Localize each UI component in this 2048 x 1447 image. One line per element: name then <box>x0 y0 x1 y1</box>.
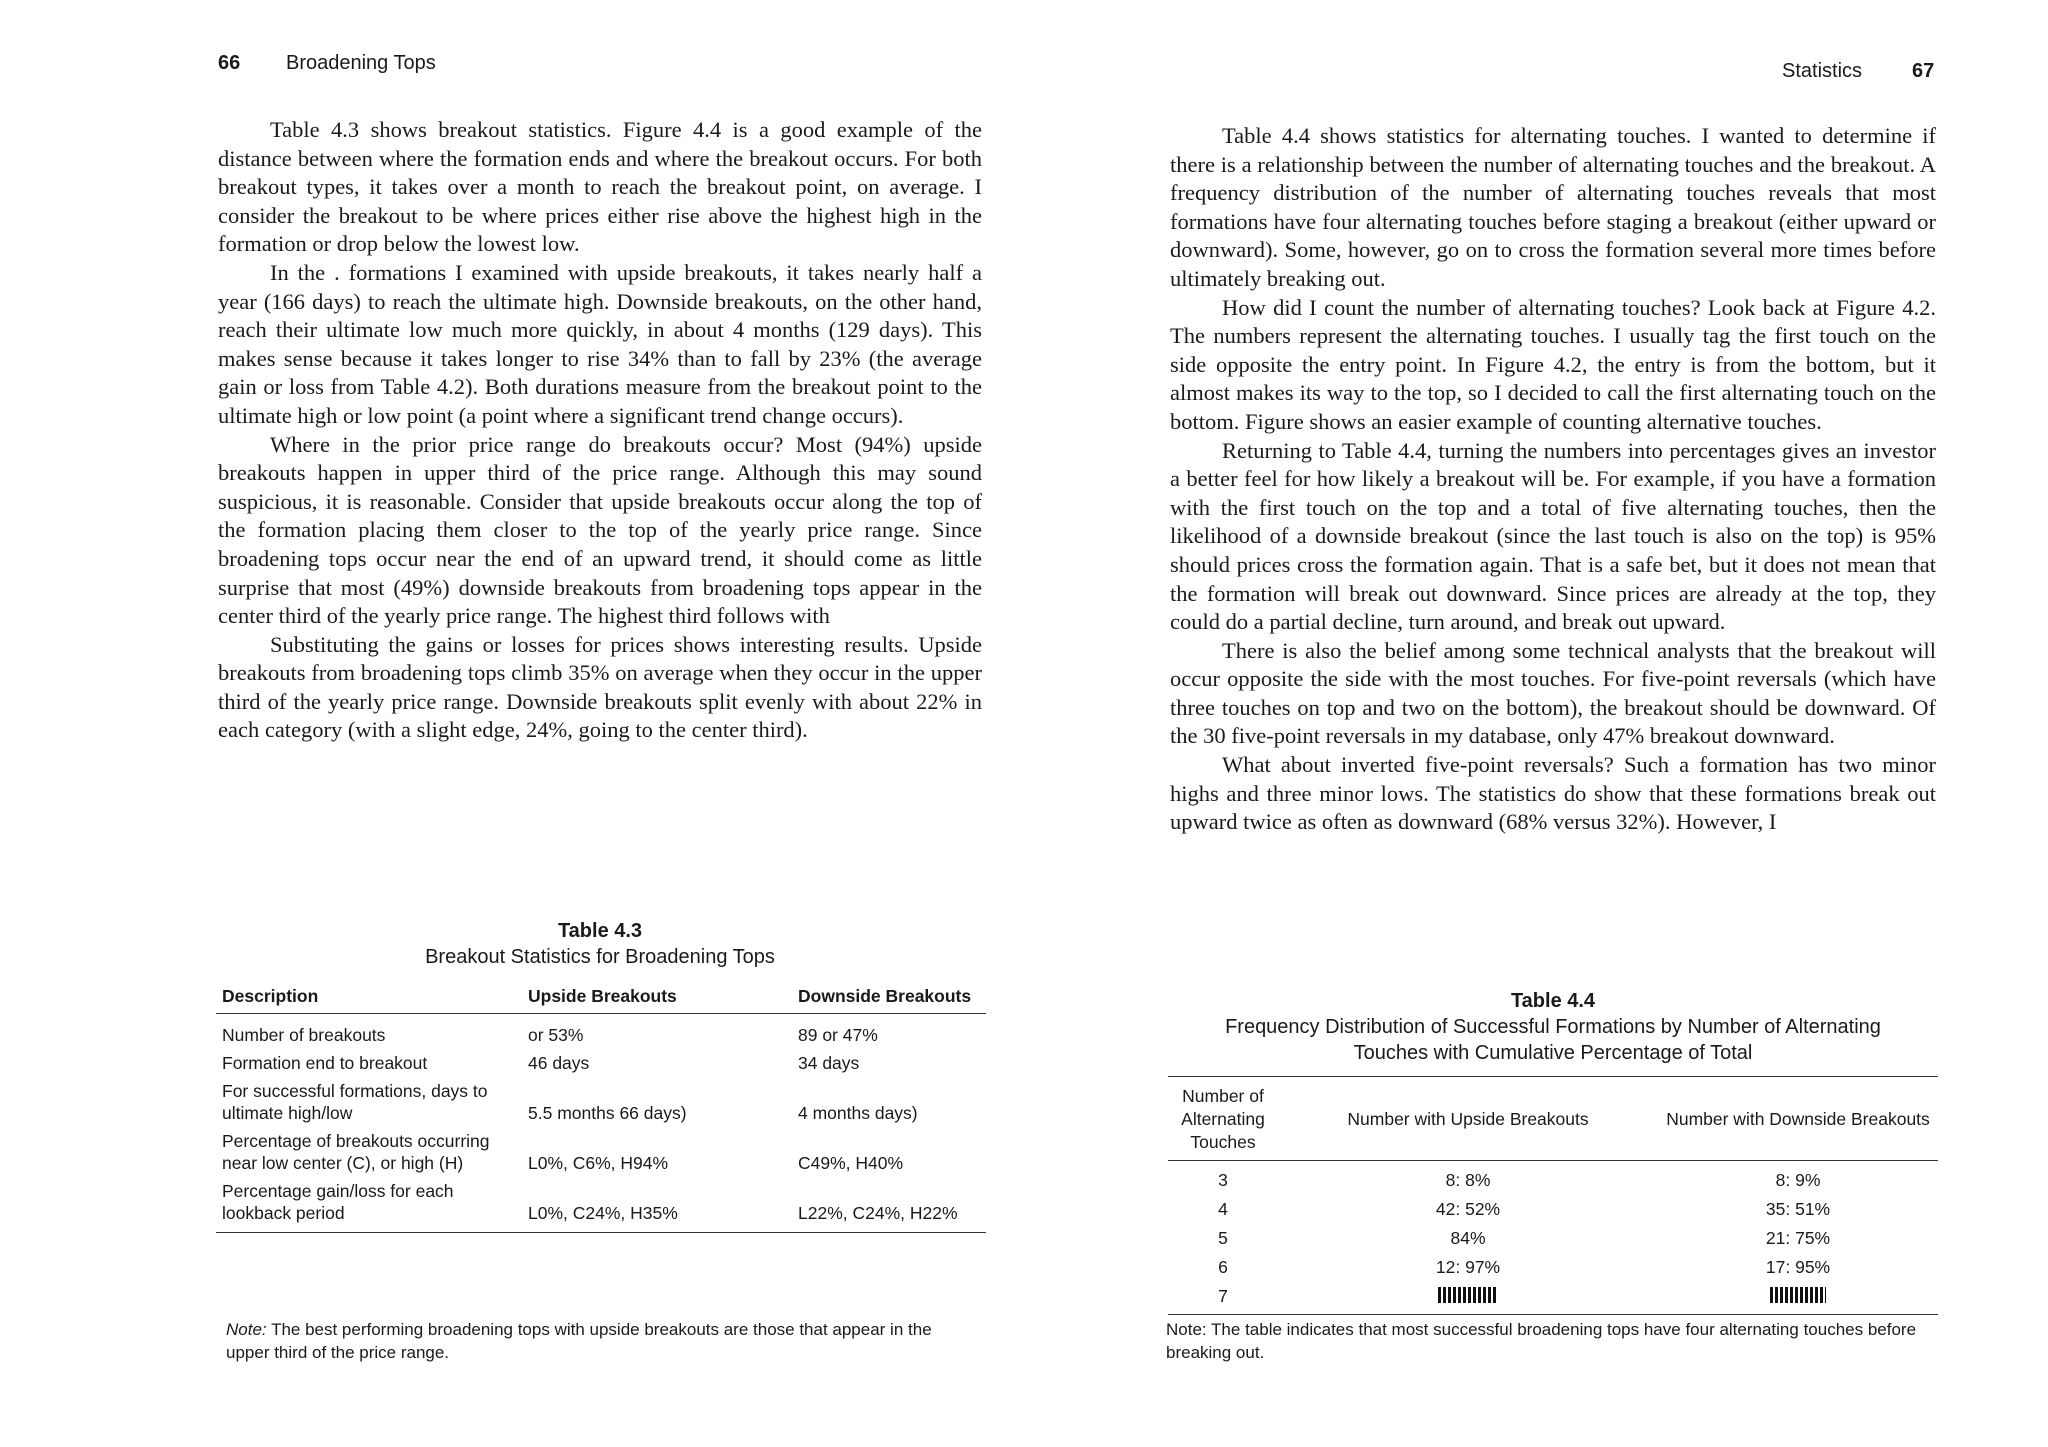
table-cell: 42: 52% <box>1435 1199 1501 1219</box>
table-cell: Formation end to breakout <box>222 1053 428 1073</box>
table-row <box>1168 1161 1938 1196</box>
table-number: Table 4.4 <box>1510 990 1596 1012</box>
table-cell: L22%, C24%, H22% <box>792 1177 986 1233</box>
table-cell: 89 or 47% <box>798 1025 878 1045</box>
table-header-row <box>216 978 986 1014</box>
table-cell: 12: 97% <box>1435 1257 1501 1277</box>
column-header: Number of Alternating Touches <box>1168 1077 1278 1161</box>
table-header-row <box>1168 1077 1938 1161</box>
table-row <box>216 1014 986 1050</box>
table-row <box>216 1077 986 1127</box>
table-title-line: Frequency Distribution of Successful Formations by Number of Alternating <box>1225 1016 1881 1038</box>
column-header: Downside Breakouts <box>792 978 986 1014</box>
table-cell: 21: 75% <box>1765 1228 1831 1248</box>
right-page <box>1024 0 2048 1447</box>
table-cell: Percentage gain/loss for each lookback period <box>216 1177 522 1233</box>
paragraph: Table 4.4 shows statistics for alternating touches. I wanted to determine if there is a relationship between the number of alternating touches and the breakout. A frequency distribution of the number of alternating touches reveals that most formations have four alternating touches before staging a breakout (either upward or downward). Some, however, go on to cross the formation several more times before ultimately breaking out. <box>1170 123 1936 291</box>
table-cell: 3 <box>1218 1170 1228 1190</box>
paragraph: In the . formations I examined with upside breakouts, it takes nearly half a year (166 days) to reach the ultimate high. Downside breakouts, on the other hand, reach their ultimate low much more quickly, in about 4 months (129 days). This makes sense because it takes longer to rise 34% than to fall by 23% (the average gain or loss from Table 4.2). Both durations measure from the breakout point to the ultimate high or low point (a point where a significant trend change occurs). <box>218 259 982 428</box>
page-number: 66 <box>218 52 241 74</box>
table-row <box>216 1127 986 1177</box>
column-header: Number with Upside Breakouts <box>1278 1077 1658 1161</box>
table-cell: 46 days <box>528 1053 590 1073</box>
table-cell: L0%, C6%, H94% <box>528 1153 669 1173</box>
table-cell: 6 <box>1218 1257 1228 1277</box>
table-cell <box>1658 1282 1938 1315</box>
table-cell: 5 <box>1218 1228 1228 1248</box>
illegible-glyphs <box>1770 1287 1826 1303</box>
paragraph: Where in the prior price range do breakouts occur? Most (94%) upside breakouts happen in upper third of the price range. Although this may sound suspicious, it is reasonable. Consider that upside breakouts occur along the top of the formation placing them closer to the top of the yearly price range. Since broadening tops occur near the end of an upward trend, it should come as little surprise that most (49%) downside breakouts from broadening tops appear in the center third of the yearly price range. The highest third follows with <box>218 431 982 629</box>
table-row <box>1168 1282 1938 1315</box>
table-cell: Percentage of breakouts occurring near low center (C), or high (H) <box>222 1131 490 1173</box>
paragraph: Table 4.3 shows breakout statistics. Figure 4.4 is a good example of the distance between where the formation ends and where the breakout occurs. For both breakout types, it takes over a month to reach the breakout point, on average. I consider the breakout to be where prices either rise above the highest high in the formation or drop below the lowest low. <box>218 117 982 257</box>
table-cell: 4 months days) <box>798 1103 918 1123</box>
table-title: Breakout Statistics for Broadening Tops <box>425 946 775 968</box>
table-note <box>226 1318 976 1364</box>
table-caption <box>218 918 982 970</box>
table-row <box>216 1049 986 1077</box>
table-cell: For successful formations, days to ultimate high/low <box>222 1081 488 1123</box>
table-cell: 8: 8% <box>1445 1170 1491 1190</box>
body-text <box>218 116 982 745</box>
paragraph: Returning to Table 4.4, turning the numbers into percentages gives an investor a better feel for how likely a breakout will be. For example, if you have a formation with the first touch on the top and a total of five alternating touches, then the likelihood of a downside breakout (since the last touch is also on the top) is 95% should prices cross the formation again. That is a safe bet, but it does not mean that the formation will break out downward. Since prices are already at the top, they could do a partial decline, turn around, and break out upward. <box>1170 437 1936 635</box>
table-caption <box>1170 988 1936 1066</box>
column-header: Number with Downside Breakouts <box>1658 1077 1938 1161</box>
note-text: The best performing broadening tops with upside breakouts are those that appear in the upper third of the price range. <box>226 1320 932 1362</box>
table-cell <box>1278 1282 1658 1315</box>
table-cell: 84% <box>1450 1228 1486 1248</box>
body-text <box>1170 122 1936 837</box>
table-cell: 34 days <box>798 1053 860 1073</box>
page-number: 67 <box>1912 60 1935 82</box>
table-title-line: Touches with Cumulative Percentage of Total <box>1353 1042 1753 1064</box>
column-header: Description <box>216 978 522 1014</box>
frequency-distribution-table <box>1168 1076 1938 1315</box>
breakout-statistics-table <box>216 978 986 1233</box>
table-row <box>216 1177 986 1233</box>
table-row <box>1168 1253 1938 1282</box>
table-cell: 4 <box>1218 1199 1228 1219</box>
table-cell: C49%, H40% <box>798 1153 904 1173</box>
table-cell: or 53% <box>528 1025 584 1045</box>
column-header: Upside Breakouts <box>522 978 792 1014</box>
table-cell: Number of breakouts <box>222 1025 386 1045</box>
paragraph: What about inverted five-point reversals? Such a formation has two minor highs and three minor lows. The statistics do show that these formations break out upward twice as often as downward (68% versus 32%). However, I <box>1170 752 1936 835</box>
paragraph: How did I count the number of alternating touches? Look back at Figure 4.2. The numbers represent the alternating touches. I usually tag the first touch on the side opposite the entry point. In Figure 4.2, the entry is from the bottom, but it almost makes its way to the top, so I decided to call the first alternating touch on the bottom. Figure shows an easier example of counting alternative touches. <box>1170 294 1936 434</box>
table-note: Note: The table indicates that most successful broadening tops have four alternating touches before breaking out. <box>1166 1320 1917 1362</box>
table-cell: L0%, C24%, H35% <box>522 1177 792 1233</box>
running-head: Broadening Tops <box>286 52 436 74</box>
table-number: Table 4.3 <box>557 920 643 942</box>
table-cell: 35: 51% <box>1765 1199 1831 1219</box>
paragraph: Substituting the gains or losses for prices shows interesting results. Upside breakouts from broadening tops climb 35% on average when they occur in the upper third of the yearly price range. Downside breakouts split evenly with about 22% in each category (with a slight edge, 24%, going to the center third). <box>218 631 982 743</box>
table-cell: 5.5 months 66 days) <box>528 1103 687 1123</box>
running-head: Statistics <box>1782 60 1863 82</box>
illegible-glyphs <box>1438 1287 1498 1303</box>
table-row <box>1168 1195 1938 1224</box>
table-row <box>1168 1224 1938 1253</box>
paragraph: There is also the belief among some technical analysts that the breakout will occur opposite the side with the most touches. For five-point reversals (which have three touches on top and two on the bottom), the breakout should be downward. Of the 30 five-point reversals in my database, only 47% breakout downward. <box>1170 637 1936 749</box>
table-cell: 8: 9% <box>1775 1170 1821 1190</box>
table-cell: 7 <box>1168 1282 1278 1315</box>
table-cell: 17: 95% <box>1765 1257 1831 1277</box>
note-label: Note: <box>226 1320 267 1339</box>
